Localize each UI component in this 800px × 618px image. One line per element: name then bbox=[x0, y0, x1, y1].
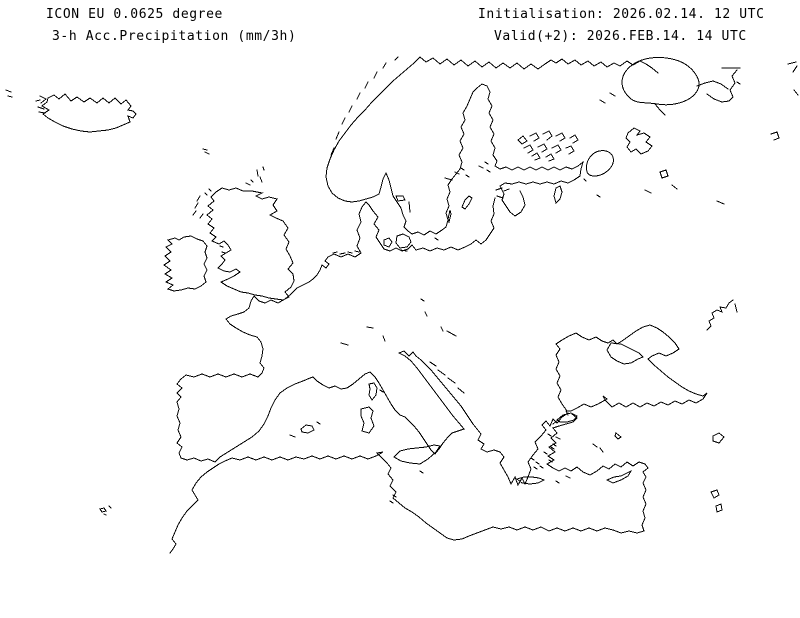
sicily-island bbox=[394, 445, 440, 464]
bornholm-island bbox=[435, 238, 438, 240]
faroe-islands bbox=[203, 149, 209, 154]
european-mainland-coast bbox=[177, 198, 568, 485]
elba-island bbox=[380, 390, 383, 392]
isle-of-man-anglesey bbox=[220, 246, 225, 253]
black-sea-coast bbox=[556, 325, 707, 411]
aegean-islands bbox=[531, 434, 570, 483]
orkney-islands bbox=[246, 180, 253, 185]
levant-lakes bbox=[711, 490, 722, 512]
wadden-islands bbox=[333, 251, 359, 254]
funen-island bbox=[384, 238, 392, 247]
sardinia-island bbox=[361, 407, 374, 433]
corsica-island bbox=[369, 383, 377, 400]
alpine-lakes bbox=[341, 299, 456, 345]
croatia-islands bbox=[430, 362, 464, 393]
finnish-lakes bbox=[518, 131, 578, 161]
madeira-islands bbox=[100, 506, 111, 515]
initialisation-time: Initialisation: 2026.02.14. 12 UTC bbox=[478, 7, 765, 22]
malta-island bbox=[420, 471, 423, 473]
model-title: ICON EU 0.0625 degree bbox=[46, 7, 223, 22]
great-britain-coast bbox=[207, 188, 294, 300]
anatolia-lakes bbox=[593, 433, 724, 452]
ireland-coast bbox=[164, 236, 207, 291]
white-sea bbox=[622, 57, 699, 104]
kanin-coast bbox=[707, 68, 740, 102]
balearic-islands bbox=[290, 422, 320, 437]
white-sea-arms bbox=[655, 81, 728, 115]
kola-lakes bbox=[600, 93, 615, 103]
stockholm-archipelago bbox=[455, 168, 469, 177]
northeast-edge-marks bbox=[771, 62, 798, 140]
lake-ladoga bbox=[586, 151, 613, 176]
scandinavia-coast bbox=[326, 57, 583, 235]
greenland-edge-marks bbox=[6, 90, 12, 97]
lake-peipus bbox=[554, 186, 562, 203]
tunisia-islets bbox=[390, 495, 396, 503]
arctic-top-coast bbox=[420, 57, 658, 73]
sweden-lakes bbox=[396, 178, 452, 212]
norway-offshore-islands bbox=[331, 57, 398, 155]
aland-islands bbox=[479, 162, 490, 172]
map-coastlines bbox=[6, 57, 798, 553]
crimea-peninsula bbox=[607, 343, 643, 364]
gotland-island bbox=[462, 196, 472, 209]
anatolia-africa-coast bbox=[170, 414, 648, 553]
valid-time: Valid(+2): 2026.FEB.14. 14 UTC bbox=[494, 29, 747, 44]
product-title: 3-h Acc.Precipitation (mm/3h) bbox=[52, 29, 297, 44]
oland-island bbox=[448, 210, 451, 222]
russian-lakes bbox=[584, 170, 724, 204]
cyprus-island bbox=[607, 471, 631, 483]
shetland-islands bbox=[257, 167, 264, 182]
lake-onega bbox=[626, 128, 652, 154]
caspian-northwest-coast bbox=[707, 300, 737, 330]
iceland-coast bbox=[42, 94, 136, 132]
saaremaa-islands bbox=[496, 188, 509, 198]
